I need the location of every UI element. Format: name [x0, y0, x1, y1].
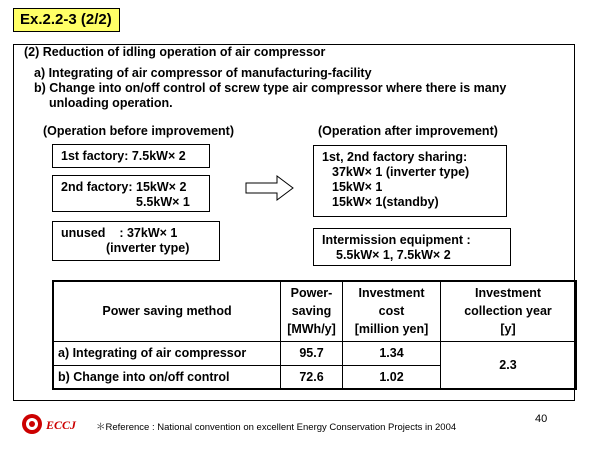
row-a-saving: 95.7 — [281, 341, 343, 365]
right-arrow-icon — [245, 175, 295, 201]
table-header-row — [53, 281, 576, 341]
after-intermission-box — [313, 228, 511, 266]
sharing-line3: 15kW× 1(standby) — [332, 195, 439, 209]
row-b-cost: 1.02 — [343, 365, 441, 389]
bullet-a: a) Integrating of air compressor of manufacturing-facility — [34, 66, 372, 80]
sharing-line2: 15kW× 1 — [332, 180, 383, 194]
unused-line2: (inverter type) — [106, 241, 190, 255]
sharing-title: 1st, 2nd factory sharing: — [322, 150, 468, 164]
unused-line1: unused : 37kW× 1 — [61, 226, 178, 240]
logo-text: ECCJ — [46, 418, 77, 432]
header-cost-3: [million yen] — [354, 322, 429, 337]
header-saving-2: saving — [291, 304, 332, 319]
row-b-saving: 72.6 — [281, 365, 343, 389]
eccj-logo-icon — [20, 412, 44, 436]
header-cost-2: cost — [378, 304, 405, 319]
before-factory2-box — [52, 175, 210, 212]
header-collection-2: collection year — [464, 304, 552, 319]
factory2-line1: 2nd factory: 15kW× 2 — [61, 180, 187, 194]
before-label: (Operation before improvement) — [43, 124, 234, 138]
header-saving-3: [MWh/y] — [287, 322, 336, 337]
intermission-line: 5.5kW× 1, 7.5kW× 2 — [336, 248, 451, 262]
row-a-cost: 1.34 — [343, 341, 441, 365]
power-saving-table — [52, 280, 577, 390]
page-number: 40 — [535, 413, 548, 425]
before-unused-box — [52, 221, 220, 261]
bullet-b-continued: unloading operation. — [49, 96, 173, 110]
section-heading: (2) Reduction of idling operation of air compressor — [24, 45, 326, 59]
factory2-line2: 5.5kW× 1 — [136, 195, 190, 209]
slide-title: Ex.2.2-3 (2/2) — [13, 8, 120, 32]
reference-note: ＊Reference : National convention on excellent Energy Conservation Projects in 2004 — [96, 422, 457, 433]
header-saving — [281, 281, 343, 341]
collection-year: 2.3 — [441, 341, 577, 389]
header-collection-3: [y] — [500, 322, 516, 337]
bullet-b: b) Change into on/off control of screw type air compressor where there is many — [34, 81, 507, 95]
intermission-title: Intermission equipment : — [322, 233, 471, 247]
row-a-method: a) Integrating of air compressor — [53, 341, 281, 365]
table-row — [53, 341, 576, 365]
after-label: (Operation after improvement) — [318, 124, 498, 138]
header-collection-1: Investment — [475, 286, 541, 301]
header-method: Power saving method — [53, 281, 281, 341]
header-collection — [441, 281, 577, 341]
header-saving-1: Power- — [290, 286, 333, 301]
sharing-line1: 37kW× 1 (inverter type) — [332, 165, 470, 179]
row-b-method: b) Change into on/off control — [53, 365, 281, 389]
before-factory1-box — [52, 144, 210, 168]
header-cost-1: Investment — [358, 286, 425, 301]
after-sharing-box — [313, 145, 507, 217]
header-cost — [343, 281, 441, 341]
factory1-text: 1st factory: 7.5kW× 2 — [61, 149, 186, 163]
